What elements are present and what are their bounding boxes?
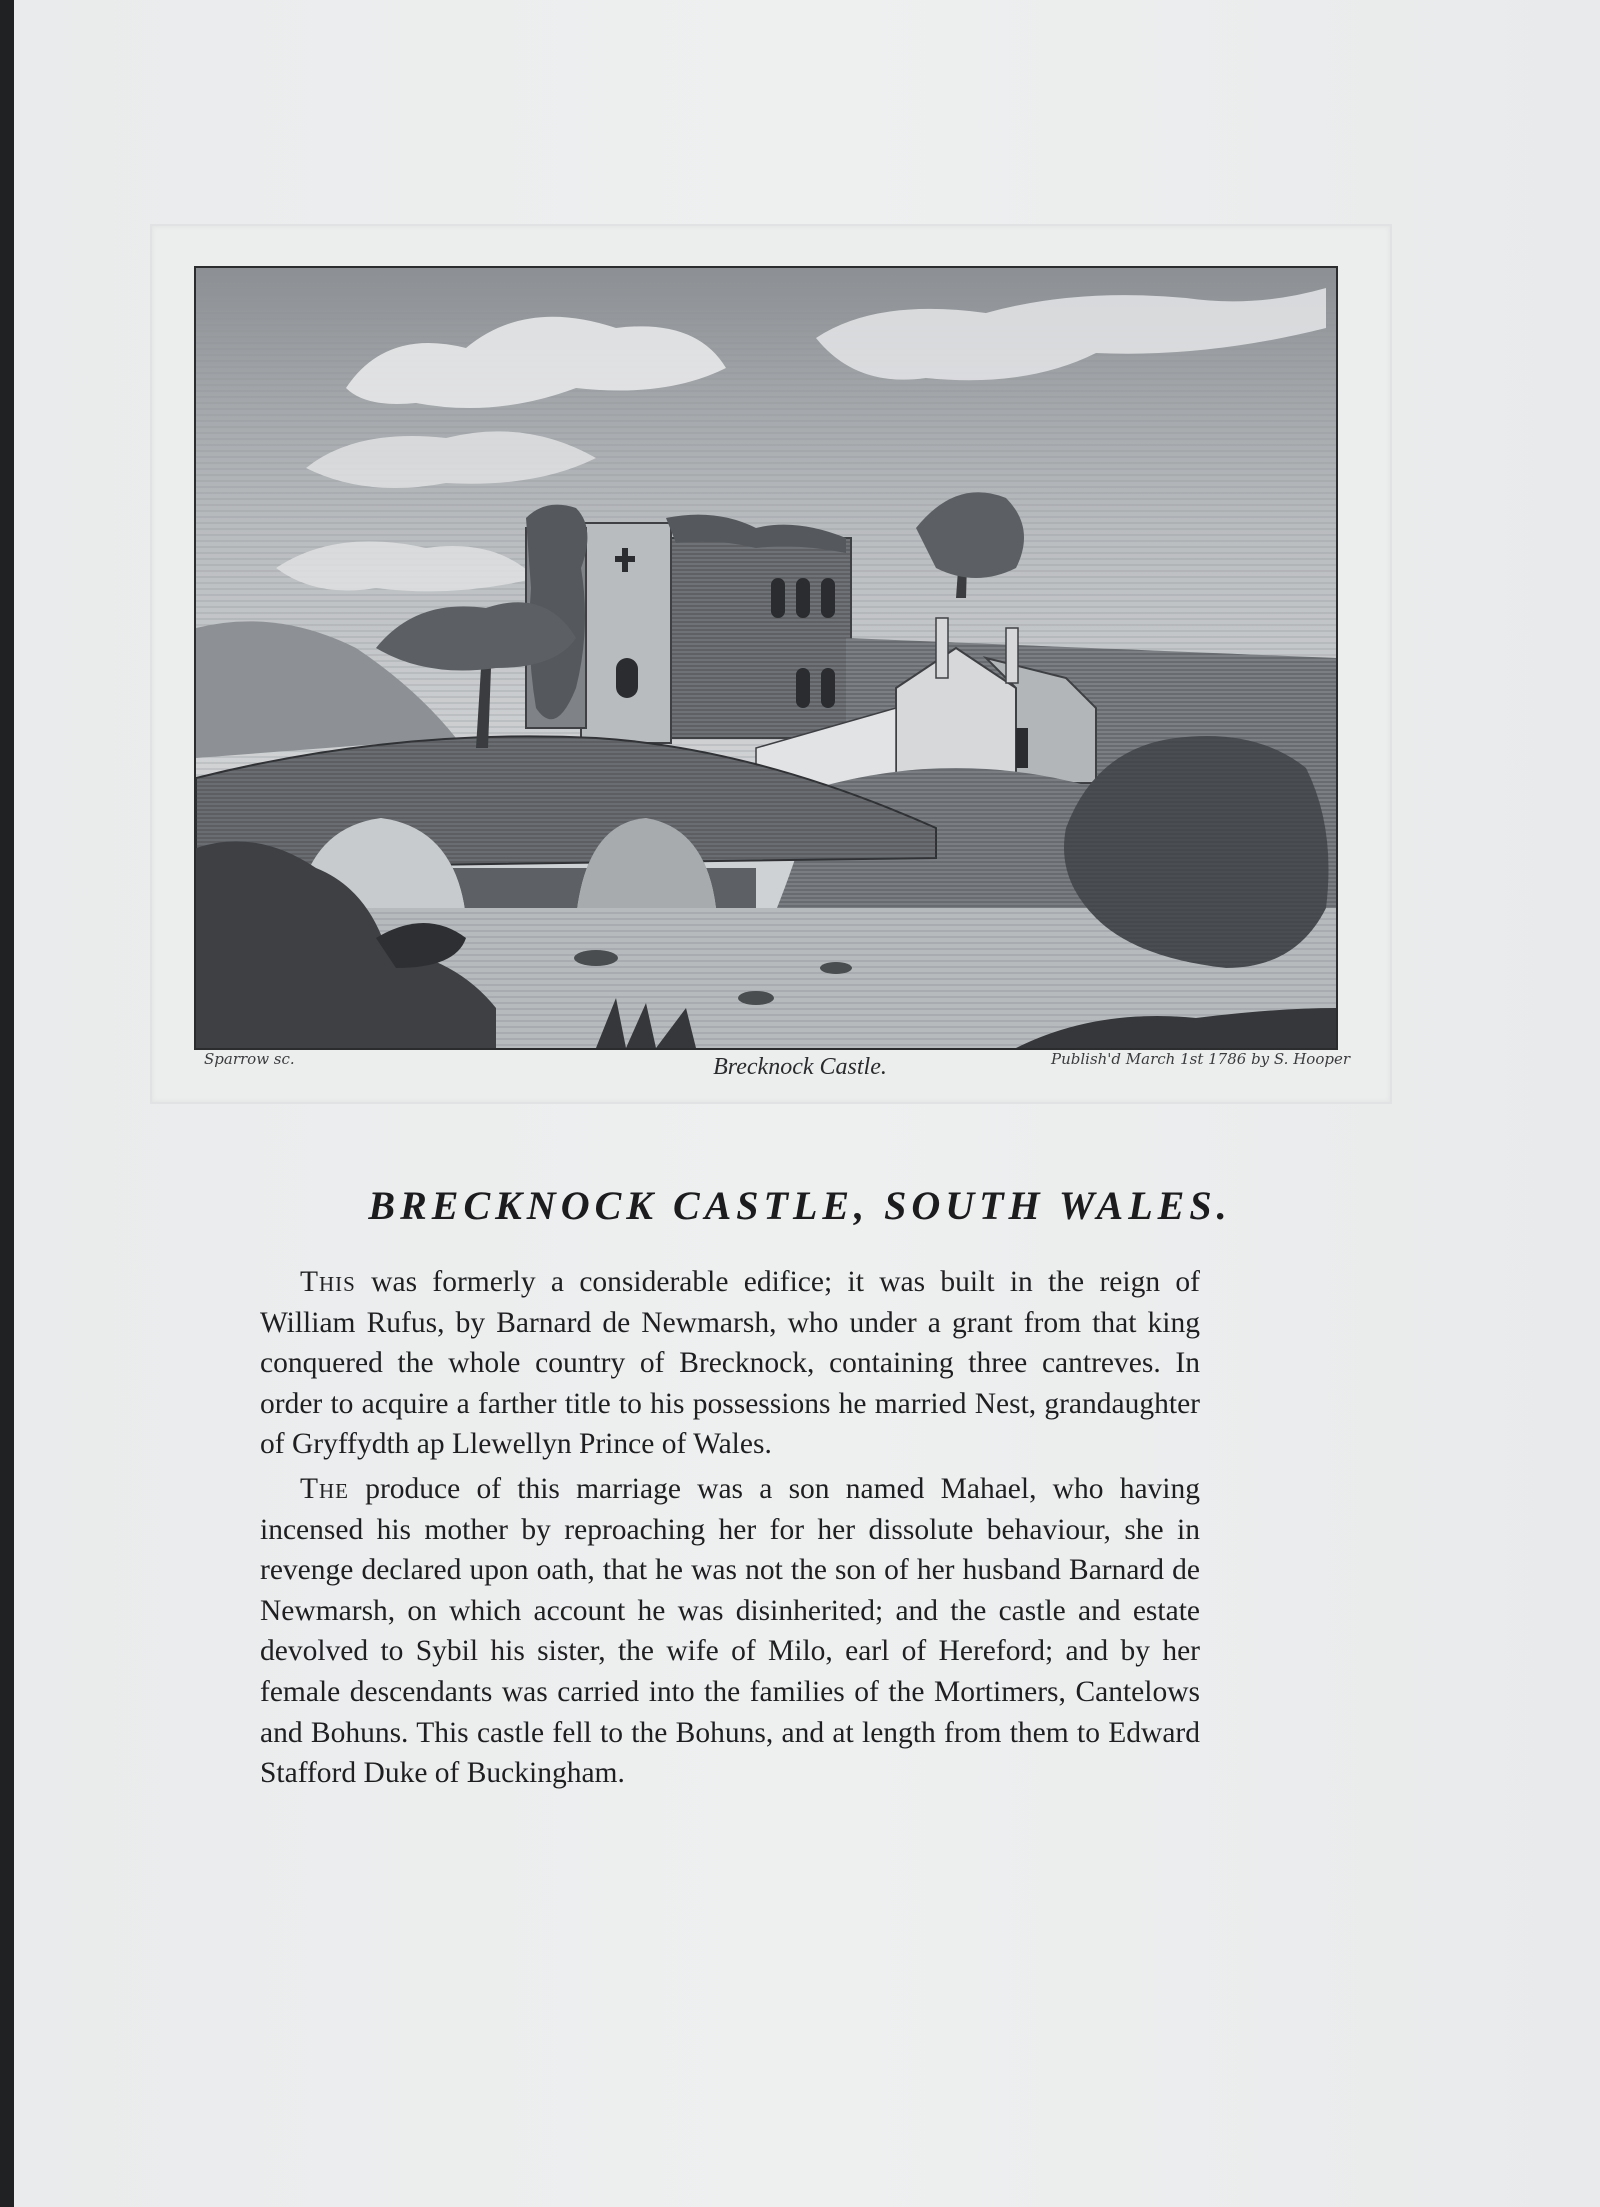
paragraph-2 — [260, 1469, 1200, 1794]
publication-line: Publish'd March 1st 1786 by S. Hooper — [1051, 1050, 1350, 1068]
paragraph-2-text: produce of this marriage was a son named Mahael, who having incensed his mother by reproaching her for her dissolute behaviour, she in revenge declared upon oath, that he was not the son of her husband Barnard de Newmarsh, on which account he was disinherited; and the castle and estate devolved to Sybil his sister, the wife of Milo, earl of Hereford; and by her female descendants was carried into the families of the Mortimers, Cantelows and Bohuns. This castle fell to the Bohuns, and at length from them to Edward Stafford Duke of Buckingham. — [260, 1472, 1200, 1790]
plate-caption: Brecknock Castle. — [713, 1054, 887, 1080]
paragraph-2-lead: The — [300, 1472, 350, 1505]
paragraph-1-lead: This — [300, 1266, 356, 1298]
engraver-credit: Sparrow sc. — [204, 1050, 295, 1068]
body-text — [260, 1262, 1200, 1798]
engraving-image — [194, 266, 1338, 1050]
paragraph-1-text: was formerly a considerable edifice; it was built in the reign of William Rufus, by Barnard de Newmarsh, who under a grant from that king conquered the whole country of Brecknock, containing three cantreves. In order to acquire a farther title to his possessions he married Nest, grandaughter of Gryffydth ap Llewellyn Prince of Wales. — [260, 1266, 1200, 1461]
page-title: BRECKNOCK CASTLE, SOUTH WALES. — [368, 1183, 1232, 1228]
paragraph-1 — [260, 1262, 1200, 1465]
scan-edge — [0, 0, 14, 2207]
